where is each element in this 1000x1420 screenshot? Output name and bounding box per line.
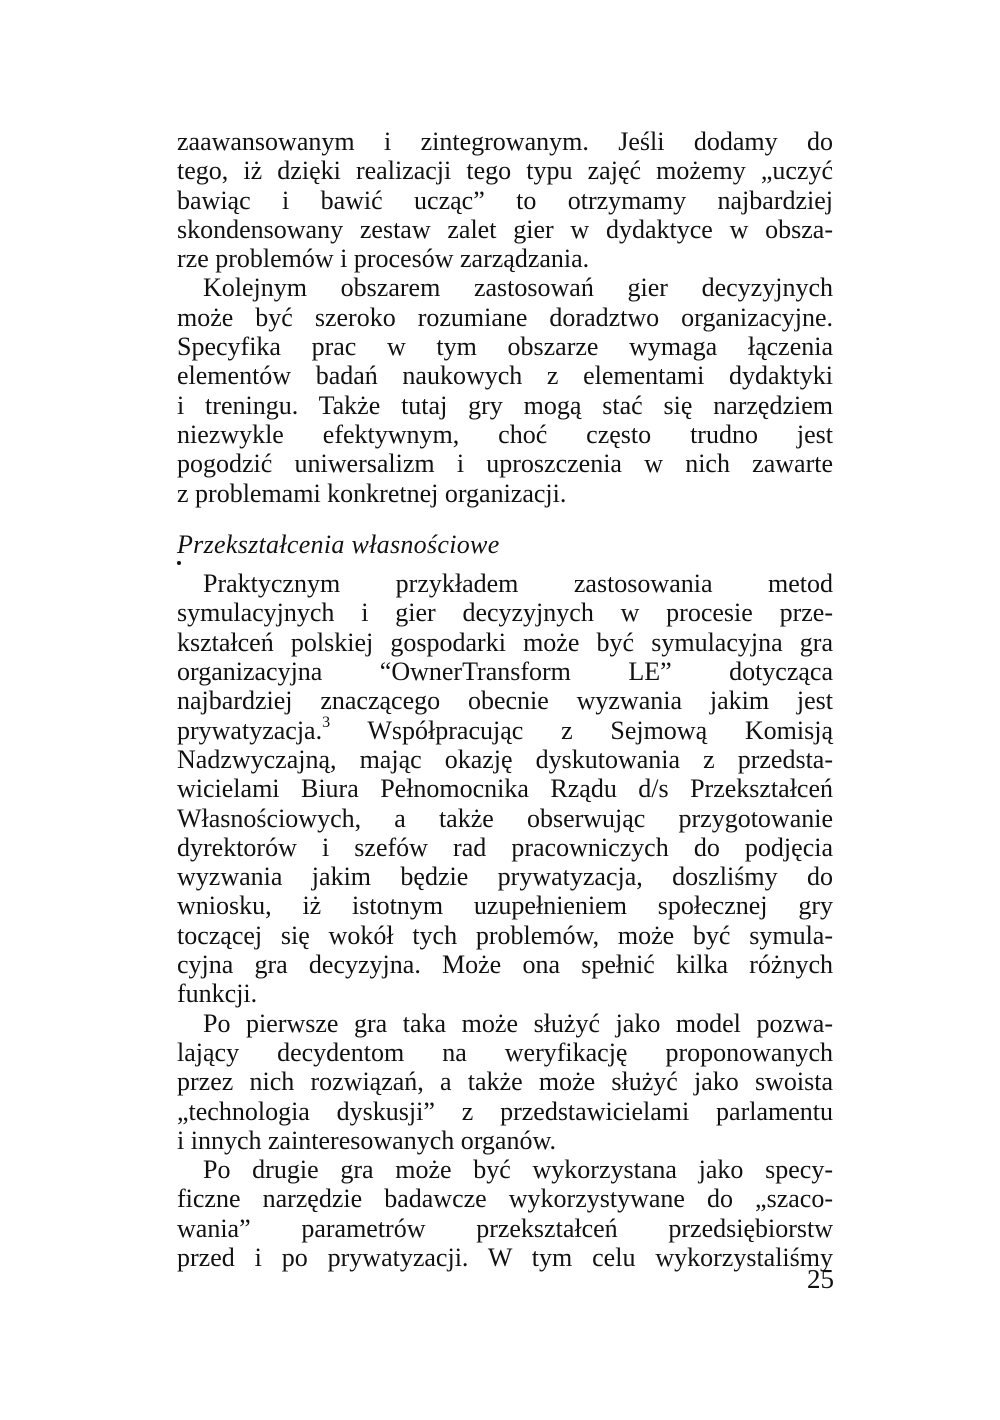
text-line: może być szeroko rozumiane doradztwo organizacyjne. [177,302,833,332]
text-line: przez nich rozwiązań, a także może służyć jako swoista [177,1067,833,1097]
paragraph-3 [177,569,833,1008]
text-fragment: Współpracując z Sejmową Komisją [330,715,833,745]
text-line: elementów badań naukowych z elementami dydaktyki [177,361,833,391]
text-line: Specyfika prac w tym obszarze wymaga łączenia [177,332,833,362]
text-line: Kolejnym obszarem zastosowań gier decyzyjnych [203,273,833,303]
text-line: symulacyjnych i gier decyzyjnych w procesie prze- [177,598,833,628]
text-line: funkcji. [177,979,258,1009]
footnote-marker[interactable]: 3 [322,713,331,731]
text-fragment: prywatyzacja. [177,715,323,745]
paragraph-5 [177,1155,833,1272]
page-body [177,127,833,1272]
text-line: wniosku, iż istotnym uzupełnieniem społecznej gry [177,891,833,921]
text-line: pogodzić uniwersalizm i uproszczenia w nich zawarte [177,449,833,479]
text-line: zaawansowanym i zintegrowanym. Jeśli dodamy do [177,127,833,156]
text-line: cyjna gra decyzyjna. Może ona spełnić kilka różnych [177,950,833,980]
text-line: Po drugie gra może być wykorzystana jako specy- [203,1155,833,1185]
text-line: organizacyjna “OwnerTransform LE” dotycząca [177,657,833,687]
text-line: tego, iż dzięki realizacji tego typu zajęć możemy „uczyć [177,156,833,186]
text-line: rze problemów i procesów zarządzania. [177,244,590,274]
text-line: Po pierwsze gra taka może służyć jako model pozwa- [203,1008,833,1038]
text-line: kształceń polskiej gospodarki może być symulacyjna gra [177,627,833,657]
text-line: ficzne narzędzie badawcze wykorzystywane do „szaco- [177,1184,833,1214]
text-line-with-footnote [177,713,833,745]
paragraph-4 [177,1009,833,1155]
bullet-mark [177,559,833,569]
section-heading: Przekształcenia własnościowe [177,529,500,559]
text-line: Własnościowych, a także obserwując przygotowanie [177,803,833,833]
paragraph-1 [177,127,833,273]
text-line: lający decydentom na weryfikację proponowanych [177,1037,833,1067]
text-line: dyrektorów i szefów rad pracowniczych do podjęcia [177,832,833,862]
dot-icon [177,561,181,565]
text-line: i innych zainteresowanych organów. [177,1125,557,1155]
text-line: Praktycznym przykładem zastosowania metod [203,569,833,599]
text-line: wania” parametrów przekształceń przedsiębiorstw [177,1213,833,1243]
text-line: Nadzwyczajną, mając okazję dyskutowania z przedsta- [177,744,833,774]
text-line: wicielami Biura Pełnomocnika Rządu d/s Przekształceń [177,774,833,804]
text-line: przed i po prywatyzacji. W tym celu wykorzystaliśmy [177,1242,833,1272]
text-line: skondensowany zestaw zalet gier w dydaktyce w obsza- [177,214,833,244]
text-line: toczącej się wokół tych problemów, może być symula- [177,920,833,950]
text-line: niezwykle efektywnym, choć często trudno jest [177,419,833,449]
text-line: „technologia dyskusji” z przedstawicielami parlamentu [177,1096,833,1126]
page-number: 25 [807,1264,834,1294]
text-line: i treningu. Także tutaj gry mogą stać się narzędziem [177,390,833,420]
text-line: z problemami konkretnej organizacji. [177,478,567,508]
paragraph-2 [177,273,833,507]
text-line: wyzwania jakim będzie prywatyzacja, doszliśmy do [177,862,833,892]
text-line: bawiąc i bawić ucząc” to otrzymamy najbardziej [177,185,833,215]
text-line: najbardziej znaczącego obecnie wyzwania jakim jest [177,686,833,716]
